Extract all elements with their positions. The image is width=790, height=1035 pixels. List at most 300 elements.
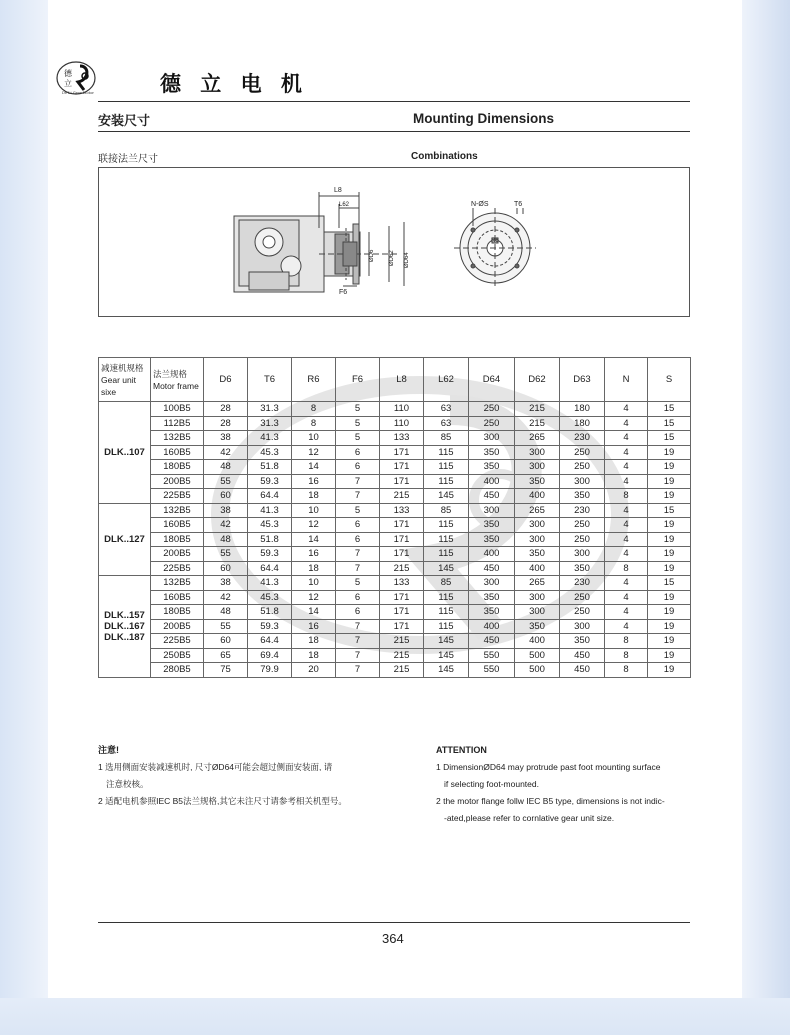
dimension-cell: 60 [204,489,248,504]
dimension-cell: 12 [292,445,336,460]
dimension-cell: 18 [292,489,336,504]
dimension-cell: 8 [605,634,648,649]
dimension-cell: 300 [469,576,515,591]
section-title-cn: 安装尺寸 [98,113,151,128]
dimension-cell: 41.3 [248,576,292,591]
dimension-cell: 171 [380,460,424,475]
dimension-cell: 133 [380,576,424,591]
dimension-cell: 230 [560,431,605,446]
dimension-cell: 115 [424,590,469,605]
dimension-cell: 215 [380,634,424,649]
dimension-cell: 16 [292,547,336,562]
table-row [99,634,691,649]
dimension-cell: 14 [292,532,336,547]
header-col: S [648,358,691,402]
dimension-cell: 41.3 [248,431,292,446]
section-rule [98,131,690,132]
dimension-cell: 8 [605,489,648,504]
dimension-cell: 550 [469,648,515,663]
dimension-cell: 4 [605,547,648,562]
dimension-cell: 350 [515,619,560,634]
dimension-cell: 7 [336,474,380,489]
dimension-cell: 115 [424,532,469,547]
label-l62: L62 [339,202,350,208]
dimension-cell: 171 [380,474,424,489]
motor-frame-cell: 200B5 [151,474,204,489]
dimension-cell: 45.3 [248,445,292,460]
dimension-cell: 51.8 [248,605,292,620]
dimension-cell: 250 [560,605,605,620]
dimension-cell: 450 [469,489,515,504]
dimension-cell: 19 [648,489,691,504]
notes-en-line1: 1 DimensionØD64 may protrude past foot mounting surface [436,762,661,772]
dimension-cell: 7 [336,663,380,678]
dimension-cell: 15 [648,431,691,446]
notes-en-line1b: if selecting foot-mounted. [444,779,539,789]
table-row [99,547,691,562]
notes-cn [98,742,347,810]
dimension-cell: 115 [424,605,469,620]
header-col: D63 [560,358,605,402]
dimension-cell: 110 [380,416,424,431]
dimension-cell: 7 [336,634,380,649]
table-row [99,474,691,489]
dimension-cell: 19 [648,648,691,663]
dimension-cell: 48 [204,532,248,547]
dimension-cell: 79.9 [248,663,292,678]
table-row [99,445,691,460]
dimension-cell: 19 [648,590,691,605]
dimension-cell: 64.4 [248,489,292,504]
dimension-cell: 5 [336,503,380,518]
dimension-cell: 16 [292,474,336,489]
dimension-cell: 63 [424,416,469,431]
motor-frame-cell: 225B5 [151,489,204,504]
dimension-cell: 400 [515,489,560,504]
notes-en-title: ATTENTION [436,745,487,755]
motor-frame-cell: 180B5 [151,460,204,475]
dimension-cell: 5 [336,416,380,431]
header-col: N [605,358,648,402]
dimension-cell: 85 [424,431,469,446]
dimension-cell: 42 [204,590,248,605]
dimension-cell: 145 [424,663,469,678]
dimension-cell: 64.4 [248,634,292,649]
label-d64: ØD64 [404,252,410,268]
header-col: T6 [248,358,292,402]
table-row [99,416,691,431]
table-row [99,648,691,663]
notes-en-line2: 2 the motor flange follw IEC B5 type, dimensions is not indic- [436,796,665,806]
dimension-cell: 15 [648,402,691,417]
table-header-row [99,358,691,402]
dimension-cell: 250 [560,532,605,547]
dimension-cell: 60 [204,561,248,576]
header-col: F6 [336,358,380,402]
dimension-cell: 51.8 [248,532,292,547]
dimension-cell: 171 [380,619,424,634]
dimension-cell: 8 [292,402,336,417]
table-row [99,402,691,417]
page-number: 364 [382,931,404,946]
table-row [99,532,691,547]
dimension-cell: 38 [204,431,248,446]
dimension-cell: 59.3 [248,474,292,489]
dimension-cell: 350 [469,518,515,533]
notes-en-line2b: -ated,please refer to cornlative gear unit size. [444,813,615,823]
dimension-cell: 55 [204,547,248,562]
motor-frame-cell: 100B5 [151,402,204,417]
header-unit-cn: 减速机规格 [101,362,144,373]
motor-frame-cell: 160B5 [151,445,204,460]
dimension-cell: 115 [424,518,469,533]
dimension-cell: 350 [469,590,515,605]
dimension-cell: 350 [469,445,515,460]
dimension-cell: 19 [648,547,691,562]
dimension-cell: 115 [424,547,469,562]
dimension-cell: 265 [515,576,560,591]
dimension-cell: 85 [424,503,469,518]
dimension-cell: 500 [515,663,560,678]
table-row [99,431,691,446]
dimension-cell: 60 [204,634,248,649]
dimension-cell: 18 [292,648,336,663]
dimension-cell: 64.4 [248,561,292,576]
table-row [99,605,691,620]
dimension-cell: 171 [380,590,424,605]
dimension-cell: 300 [515,445,560,460]
dimension-cell: 55 [204,474,248,489]
dimension-cell: 400 [515,634,560,649]
flange-drawing [99,168,689,316]
dimension-cell: 6 [336,590,380,605]
dimension-cell: 19 [648,532,691,547]
dimension-cell: 400 [469,619,515,634]
dimension-cell: 48 [204,605,248,620]
dimension-cell: 400 [469,474,515,489]
dimension-cell: 350 [469,605,515,620]
dimension-cell: 450 [469,561,515,576]
table-row [99,460,691,475]
dimension-cell: 7 [336,547,380,562]
dimension-cell: 6 [336,605,380,620]
dimension-cell: 300 [560,619,605,634]
dimension-cell: 6 [336,518,380,533]
gear-unit-cell: DLK..127 [99,503,151,576]
dimension-cell: 250 [469,416,515,431]
dimension-cell: 300 [515,590,560,605]
notes-en [436,742,665,827]
dimension-cell: 19 [648,474,691,489]
dimension-cell: 115 [424,474,469,489]
label-r6: R6 [491,238,499,244]
dimension-cell: 6 [336,532,380,547]
header-rule [98,101,690,102]
notes-cn-line1: 1 选用侧面安装减速机时, 尺寸ØD64可能会超过侧面安装面, 请 [98,762,333,772]
table-row [99,489,691,504]
dimension-cell: 215 [515,416,560,431]
dimension-cell: 10 [292,503,336,518]
header-col: D62 [515,358,560,402]
gear-unit-cell: DLK..107 [99,402,151,504]
dimension-cell: 48 [204,460,248,475]
dimension-cell: 215 [515,402,560,417]
motor-frame-cell: 225B5 [151,561,204,576]
dimension-cell: 171 [380,532,424,547]
dimension-cell: 171 [380,518,424,533]
notes-cn-line1b: 注意校核。 [106,779,149,789]
dimension-cell: 400 [469,547,515,562]
dimension-cell: 450 [560,648,605,663]
dimension-cell: 350 [515,547,560,562]
dimension-cell: 51.8 [248,460,292,475]
subsection-title-en: Combinations [411,151,478,162]
header-unit [99,358,151,402]
dimension-cell: 350 [469,460,515,475]
dimension-cell: 19 [648,634,691,649]
dimension-cell: 230 [560,576,605,591]
header-unit-en: Gear unit sixe [101,374,136,397]
dimension-cell: 230 [560,503,605,518]
dimension-cell: 59.3 [248,547,292,562]
dimension-cell: 450 [560,663,605,678]
dimension-cell: 300 [469,503,515,518]
dimension-cell: 115 [424,619,469,634]
dimension-cell: 171 [380,547,424,562]
dimension-cell: 550 [469,663,515,678]
motor-frame-cell: 180B5 [151,605,204,620]
table-row [99,503,691,518]
label-d6: ØD6 [369,249,375,262]
dimension-cell: 4 [605,503,648,518]
dimension-cell: 14 [292,460,336,475]
dimension-cell: 215 [380,663,424,678]
dimension-cell: 69.4 [248,648,292,663]
dimension-cell: 215 [380,489,424,504]
dimension-cell: 250 [560,590,605,605]
dimension-cell: 19 [648,518,691,533]
dimension-cell: 19 [648,460,691,475]
motor-frame-cell: 200B5 [151,547,204,562]
dimension-cell: 19 [648,663,691,678]
dimension-cell: 6 [336,445,380,460]
dimension-cell: 4 [605,518,648,533]
dimension-cell: 4 [605,532,648,547]
dimension-cell: 63 [424,402,469,417]
dimension-cell: 4 [605,460,648,475]
logo-arc-text: De Li Gear Motor [62,91,94,95]
dimension-cell: 65 [204,648,248,663]
dimension-cell: 250 [560,445,605,460]
dimension-cell: 250 [560,518,605,533]
header-col: R6 [292,358,336,402]
table-row [99,518,691,533]
dimension-cell: 180 [560,416,605,431]
gear-unit-cell: DLK..157 DLK..167 DLK..187 [99,576,151,678]
dimension-cell: 265 [515,431,560,446]
dimension-cell: 19 [648,561,691,576]
dimension-cell: 4 [605,416,648,431]
dimension-cell: 7 [336,619,380,634]
dimension-cell: 8 [292,416,336,431]
dimension-cell: 10 [292,431,336,446]
dimension-cell: 215 [380,648,424,663]
table-row [99,561,691,576]
dimension-cell: 18 [292,561,336,576]
dimension-cell: 5 [336,402,380,417]
header-frame-cn: 法兰规格 [153,368,188,379]
dimension-cell: 300 [560,547,605,562]
dimension-cell: 14 [292,605,336,620]
brand-name: 德 立 电 机 [160,71,308,96]
label-l8: L8 [334,187,342,194]
dimension-cell: 7 [336,648,380,663]
dimension-cell: 4 [605,402,648,417]
dimension-cell: 133 [380,503,424,518]
dimension-cell: 145 [424,561,469,576]
dimension-cell: 250 [469,402,515,417]
label-t6: T6 [514,201,523,208]
drawing-frame [98,167,690,317]
motor-frame-cell: 132B5 [151,431,204,446]
dimension-table [98,357,691,678]
dimension-cell: 300 [560,474,605,489]
table-row [99,576,691,591]
dimension-cell: 15 [648,416,691,431]
dimension-cell: 350 [560,561,605,576]
dimension-cell: 4 [605,590,648,605]
motor-frame-cell: 160B5 [151,518,204,533]
dimension-cell: 265 [515,503,560,518]
gearbox-side-view [234,192,404,292]
dimension-cell: 18 [292,634,336,649]
logo-char-top: 德 [64,69,72,78]
dimension-cell: 400 [515,561,560,576]
motor-frame-cell: 160B5 [151,590,204,605]
dimension-cell: 350 [560,489,605,504]
dimension-cell: 19 [648,445,691,460]
dimension-cell: 16 [292,619,336,634]
dimension-cell: 6 [336,460,380,475]
dimension-cell: 350 [560,634,605,649]
dimension-cell: 133 [380,431,424,446]
dimension-cell: 110 [380,402,424,417]
dimension-cell: 171 [380,445,424,460]
table-body [99,402,691,678]
dimension-cell: 115 [424,445,469,460]
dimension-cell: 450 [469,634,515,649]
dimension-cell: 350 [515,474,560,489]
dimension-cell: 28 [204,402,248,417]
dimension-cell: 45.3 [248,590,292,605]
dimension-cell: 31.3 [248,402,292,417]
dimension-cell: 4 [605,431,648,446]
bottom-band [0,998,790,1035]
dimension-cell: 5 [336,431,380,446]
dimension-cell: 59.3 [248,619,292,634]
dimension-cell: 300 [515,532,560,547]
motor-frame-cell: 280B5 [151,663,204,678]
dimension-cell: 300 [515,460,560,475]
header-frame-en: Motor frame [153,380,199,391]
dimension-cell: 85 [424,576,469,591]
dimension-cell: 28 [204,416,248,431]
dimension-cell: 8 [605,648,648,663]
company-logo [56,60,96,96]
section-title-en: Mounting Dimensions [413,111,554,126]
flange-front-view [454,208,536,288]
dimension-cell: 145 [424,634,469,649]
dimension-cell: 19 [648,605,691,620]
dimension-cell: 42 [204,518,248,533]
dimension-cell: 7 [336,489,380,504]
dimension-cell: 145 [424,648,469,663]
dimension-cell: 31.3 [248,416,292,431]
dimension-cell: 4 [605,576,648,591]
dimension-cell: 19 [648,619,691,634]
notes-cn-title: 注意! [98,745,119,755]
dimension-cell: 7 [336,561,380,576]
notes-cn-line2: 2 适配电机参照IEC B5法兰规格,其它未注尺寸请参考相关机型号。 [98,796,347,806]
dimension-cell: 171 [380,605,424,620]
header-col: L8 [380,358,424,402]
dimension-cell: 75 [204,663,248,678]
label-d62: ØD62 [389,250,395,266]
table-row [99,619,691,634]
motor-frame-cell: 112B5 [151,416,204,431]
dimension-cell: 4 [605,445,648,460]
motor-frame-cell: 132B5 [151,576,204,591]
header-col: D6 [204,358,248,402]
dimension-cell: 250 [560,460,605,475]
dimension-cell: 4 [605,605,648,620]
dimension-cell: 500 [515,648,560,663]
dimension-cell: 38 [204,576,248,591]
dimension-cell: 300 [515,518,560,533]
dimension-cell: 20 [292,663,336,678]
header-frame [151,358,204,402]
motor-frame-cell: 180B5 [151,532,204,547]
dimension-cell: 55 [204,619,248,634]
subsection-title-cn: 联接法兰尺寸 [98,154,158,165]
dimension-cell: 12 [292,518,336,533]
dimension-cell: 180 [560,402,605,417]
dimension-cell: 145 [424,489,469,504]
table-row [99,663,691,678]
dimension-cell: 4 [605,474,648,489]
label-f6: F6 [339,289,348,296]
motor-frame-cell: 225B5 [151,634,204,649]
dimension-cell: 45.3 [248,518,292,533]
dimension-cell: 42 [204,445,248,460]
logo-char-side: 立 [64,79,72,88]
dimension-cell: 215 [380,561,424,576]
dimension-cell: 41.3 [248,503,292,518]
dimension-cell: 115 [424,460,469,475]
dimension-cell: 12 [292,590,336,605]
label-n-s: N-ØS [471,201,489,208]
dimension-cell: 38 [204,503,248,518]
header-col: L62 [424,358,469,402]
dimension-cell: 5 [336,576,380,591]
dimension-cell: 15 [648,503,691,518]
dimension-cell: 15 [648,576,691,591]
dimension-cell: 300 [469,431,515,446]
footer-rule [98,922,690,923]
dimension-cell: 350 [469,532,515,547]
dimension-cell: 8 [605,663,648,678]
header-col: D64 [469,358,515,402]
